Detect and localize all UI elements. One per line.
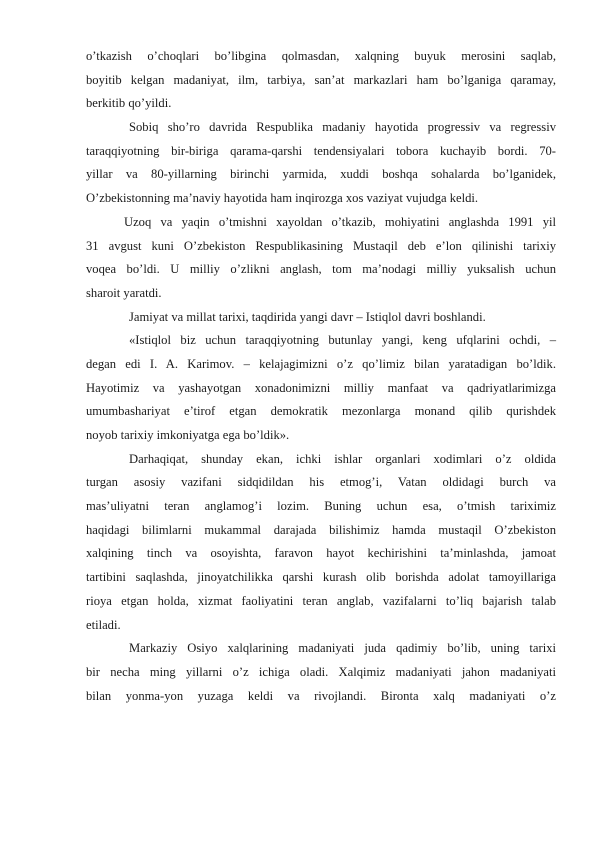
text-line: Hayotimiz va yashayotgan xonadonimizni milliy manfaat va qadriyatlarimizga <box>86 380 556 395</box>
paragraph <box>86 306 556 330</box>
paragraph <box>86 637 556 708</box>
paragraph <box>86 329 556 447</box>
text-line: mas’uliyatni teran anglamog’i lozim. Buning uchun esa, o’tmish tariximiz <box>86 499 556 514</box>
text-line: 31 avgust kuni O’zbekiston Respublikasining Mustaqil deb e’lon qilinishi tarixiy <box>86 238 556 253</box>
text-line: Sobiq sho’ro davrida Respublika madaniy hayotida progressiv va regressiv <box>129 120 556 135</box>
text-line: rioya etgan holda, xizmat faoliyatini teran anglab, vazifalarni to’liq bajarish talab <box>86 593 556 608</box>
text-line: o’tkazish o’choqlari bo’libgina qolmasdan, xalqning buyuk merosini saqlab, <box>86 49 556 63</box>
document-page <box>86 45 556 708</box>
text-line: tartibini saqlashda, jinoyatchilikka qarshi kurash olib borishda adolat tamoyillariga <box>86 570 556 585</box>
text-line: umumbashariyat e’tirof etgan demokratik mezonlarga monand qilib qurishdek <box>86 404 556 419</box>
text-line: O’zbekistonning ma’naviy hayotida ham inqirozga xos vaziyat vujudga keldi. <box>86 191 479 206</box>
text-line: noyob tarixiy imkoniyatga ega bo’ldik». <box>86 428 290 442</box>
paragraph <box>86 116 556 211</box>
text-line: boyitib kelgan madaniyat, ilm, tarbiya, san’at markazlari ham bo’lganiga qaramay, <box>86 72 556 87</box>
text-line: turgan asosiy vazifani sidqidildan his etmog’i, Vatan oldidagi burch va <box>86 475 556 490</box>
text-line: Markaziy Osiyo xalqlarining madaniyati juda qadimiy bo’lib, uning tarixi <box>129 641 556 656</box>
paragraph <box>86 45 556 116</box>
text-line: Uzoq va yaqin o’tmishni xayoldan o’tkazib, mohiyatini anglashda 1991 yil <box>124 214 556 229</box>
text-line: bir necha ming yillarni o’z ichiga oladi. Xalqimiz madaniyati jahon madaniyati <box>86 664 556 679</box>
text-line: taraqqiyotning bir-biriga qarama-qarshi tendensiyalari tobora kuchayib bordi. 70- <box>86 143 556 158</box>
text-line: etiladi. <box>86 617 121 632</box>
text-line: Jamiyat va millat tarixi, taqdirida yangi davr – Istiqlol davri boshlandi. <box>129 309 486 324</box>
text-line: Darhaqiqat, shunday ekan, ichki ishlar organlari xodimlari o’z oldida <box>129 451 556 466</box>
text-line: xalqining tinch va osoyishta, faravon hayot kechirishini ta’minlashda, jamoat <box>86 546 556 561</box>
paragraph <box>86 211 556 306</box>
text-line: voqea bo’ldi. U milliy o’zlikni anglash, tom ma’nodagi milliy yuksalish uchun <box>86 262 556 277</box>
text-line: yillar va 80-yillarning birinchi yarmida, xuddi boshqa sohalarda bo’lganidek, <box>86 167 556 182</box>
text-line: sharoit yaratdi. <box>86 285 162 300</box>
text-line: degan edi I. A. Karimov. – kelajagimizni o’z qo’limiz bilan yaratadigan bo’ldik. <box>86 356 556 371</box>
text-line: haqidagi bilimlarni mukammal darajada bilishimiz hamda mustaqil O’zbekiston <box>86 522 556 537</box>
text-line: berkitib qo’yildi. <box>86 96 172 111</box>
paragraph <box>86 448 556 638</box>
text-line: «Istiqlol biz uchun taraqqiyotning butunlay yangi, keng ufqlarini ochdi, – <box>129 333 556 348</box>
text-line: bilan yonma-yon yuzaga keldi va rivojlandi. Bironta xalq madaniyati o’z <box>86 688 556 703</box>
